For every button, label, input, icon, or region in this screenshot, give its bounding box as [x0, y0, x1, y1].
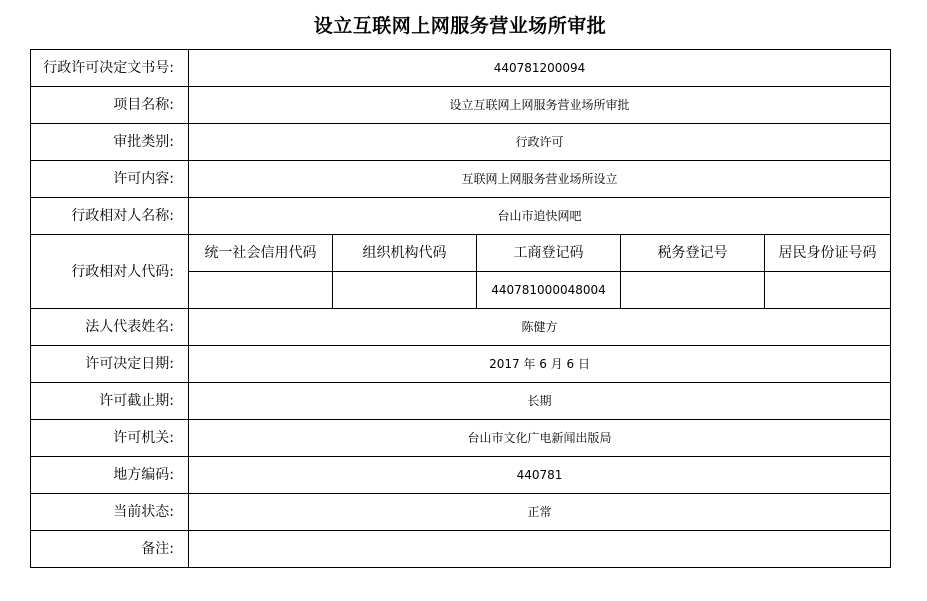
row-decision-date: [31, 346, 891, 383]
decision-date-value: 2017 年 6 月 6 日: [189, 346, 891, 383]
authority-value: 台山市文化广电新闻出版局: [189, 420, 891, 457]
row-region-code: [31, 457, 891, 494]
business-reg-header: 工商登记码: [477, 235, 621, 272]
page-title: 设立互联网上网服务营业场所审批: [313, 15, 607, 37]
row-permit-content: [31, 161, 891, 198]
org-code-value: [333, 272, 477, 309]
expiry-label: 许可截止期:: [31, 383, 189, 420]
authority-label: 许可机关:: [31, 420, 189, 457]
decision-no-value: 440781200094: [189, 50, 891, 87]
id-number-header: 居民身份证号码: [765, 235, 891, 272]
counterpart-code-label: 行政相对人代码:: [31, 235, 189, 309]
row-project-name: [31, 87, 891, 124]
decision-no-label: 行政许可决定文书号:: [31, 50, 189, 87]
project-name-label: 项目名称:: [31, 87, 189, 124]
project-name-value: 设立互联网上网服务营业场所审批: [189, 87, 891, 124]
row-status: [31, 494, 891, 531]
permit-info-table: [30, 49, 891, 568]
tax-reg-header: 税务登记号: [621, 235, 765, 272]
permit-content-value: 互联网上网服务营业场所设立: [189, 161, 891, 198]
tax-reg-value: [621, 272, 765, 309]
status-label: 当前状态:: [31, 494, 189, 531]
org-code-header: 组织机构代码: [333, 235, 477, 272]
remarks-label: 备注:: [31, 531, 189, 568]
row-approval-type: [31, 124, 891, 161]
region-code-value: 440781: [189, 457, 891, 494]
region-code-label: 地方编码:: [31, 457, 189, 494]
decision-date-label: 许可决定日期:: [31, 346, 189, 383]
business-reg-value: 440781000048004: [477, 272, 621, 309]
approval-type-label: 审批类别:: [31, 124, 189, 161]
approval-type-value: 行政许可: [189, 124, 891, 161]
legal-rep-value: 陈健方: [189, 309, 891, 346]
row-decision-no: [31, 50, 891, 87]
permit-content-label: 许可内容:: [31, 161, 189, 198]
credit-code-value: [189, 272, 333, 309]
row-legal-rep: [31, 309, 891, 346]
row-counterpart-name: [31, 198, 891, 235]
row-remarks: [31, 531, 891, 568]
row-authority: [31, 420, 891, 457]
credit-code-header: 统一社会信用代码: [189, 235, 333, 272]
status-value: 正常: [189, 494, 891, 531]
remarks-value: [189, 531, 891, 568]
expiry-value: 长期: [189, 383, 891, 420]
legal-rep-label: 法人代表姓名:: [31, 309, 189, 346]
row-counterpart-code-headers: [31, 235, 891, 272]
counterpart-name-label: 行政相对人名称:: [31, 198, 189, 235]
id-number-value: [765, 272, 891, 309]
row-expiry: [31, 383, 891, 420]
counterpart-name-value: 台山市追快网吧: [189, 198, 891, 235]
